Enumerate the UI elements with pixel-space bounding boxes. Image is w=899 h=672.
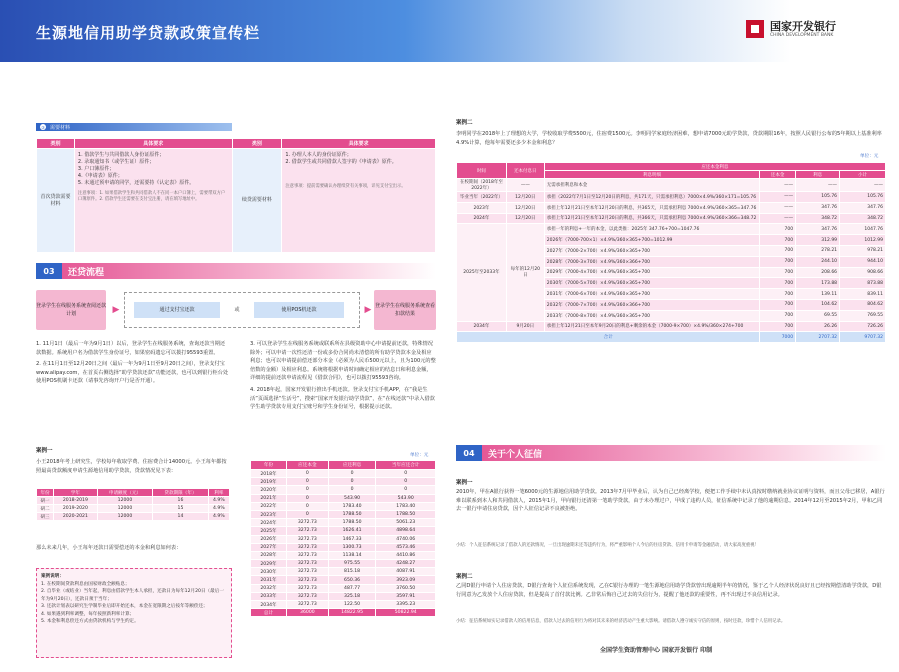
case1-unit: 单位：元 <box>410 453 429 458</box>
table-row: 在校期间（2018年至2022年） —— 无需承担利息和本金 —— —— —— <box>457 179 886 192</box>
renew-note: 注意事项：提前需要确认办理续贷有关事项，详见支付宝出示。 <box>285 184 406 189</box>
flow-opt-alipay: 通过支付宝还款 <box>134 302 220 318</box>
c1t-col-interest: 应还利息 <box>328 461 376 470</box>
table-row: 2034年 3272.73 122.50 3395.23 <box>251 601 436 609</box>
first-req-3: 3. 户口簿原件； <box>77 166 115 172</box>
materials-col-type2: 类别 <box>232 139 282 149</box>
table-row: 2030年 3272.73 815.18 4087.91 <box>251 568 436 576</box>
credit-case1-text: 2010年，甲在A银行获得一笔6000元的生源地信用助学贷款。2013年7月甲毕业后，认为自己已经离学校，便把工作手续中未认真按时缴纳就业协议证明与资料，而且父母已移居，A银行难以联系到本人和共同借款人，2015年1月，甲向银行还清第一笔助学贷款，由于未办理过户，甲成了违约人员，征信系统中记录了他的逾期信息。2014年12月至2015年2月，甲和乙同去一银行申请住房贷款，因个人征信记录不良被拒绝。 <box>456 489 885 513</box>
case2-title: 案例二 <box>456 120 473 126</box>
table-row: 2034年 9月20日 承担上年12月21日至本年9月20日的利息+剩余的本金（7000-9×700）×4.9%/360×274+700 700 26.26 726.26 <box>457 321 886 332</box>
flow-opt-pos: 使用POS机还款 <box>254 302 344 318</box>
renew-loan-reqs <box>282 149 436 253</box>
repay-title: 还贷流程 <box>68 267 105 278</box>
case2-text: 李明同学在2018年上了理想的大学，学校收取学费5500元，住宿费1500元。李明同学家庭经济困难，想申请7000元助学贷款，贷款期限16年，按照人民银行公布的5年期以上基准利率4.9%计算，他每年需要还多少本金和利息？ <box>456 131 882 146</box>
table-row: 2023年 12月20日 承担上年12月21日至本年12月20日的利息，共365天，只需承担利息 7000×4.9%/360×365=347.76 —— 347.76 347.76 <box>457 202 886 213</box>
case1-question: 那么未来几年，小王每年还款日需要偿还的本金和利息如何表： <box>36 545 182 551</box>
c1t-col-year: 年份 <box>251 461 287 470</box>
materials-title: 需要材料 <box>50 124 71 131</box>
note-3: 3. 还款计划表以研究生学制毕业后即开始还本，本金在宽限期之后按年等额偿还； <box>41 604 208 609</box>
repay-step4: 4. 2018年起，国家开发银行推出手机还款。登录支付宝手机APP，在“我是生活”页面选择“生活号”，搜索“国家开发银行助学贷款”，在“在线还款”中录入借款学生助学贷款专用支付宝账号和学生身份证号，根据提示还款。 <box>250 386 435 411</box>
renew-req-1: 1. 办理人本人的身份证原件； <box>285 152 352 158</box>
table-row: 2029年 3272.73 975.55 4248.27 <box>251 560 436 568</box>
table-row: 2030年（7000-5×700）×4.9%/360×365+700 700 173.88 873.88 <box>457 278 886 289</box>
repay-num: 03 <box>36 263 62 279</box>
table-row: 2025年至2033年 每年的12月20日 承担一年的利息+一年的本金，以此类推：2025年 347.76+700=1047.76 700 347.76 1047.76 <box>457 224 886 235</box>
c2-col-date: 还本付息日 <box>506 163 544 179</box>
c2-col-group: 应还本金利息 <box>544 163 885 171</box>
first-req-2: 2. 录取通知书（或学生证）原件； <box>77 159 155 165</box>
table-row: 2020年 0 0 0 <box>251 486 436 494</box>
table-row: 2031年（7000-6×700）×4.9%/360×365+700 700 139.11 839.11 <box>457 289 886 300</box>
table-row: 2024年 12月20日 承担上年12月21日至本年12月20日的利息，共366天，只需承担利息 7000×4.9%/360×366=348.72 —— 348.72 348.72 <box>457 213 886 224</box>
table-row: 2026年（7000-700×1）×4.9%/360×365+700=1012.99 700 312.99 1012.99 <box>457 235 886 246</box>
footer-credit: 全国学生资助管理中心 国家开发银行 印制 <box>600 647 713 654</box>
c2-col-detail: 利息明细 <box>544 171 759 179</box>
table-row: 2026年 3272.73 1467.33 4740.06 <box>251 535 436 543</box>
table-row: 2027年（7000-2×700）×4.9%/360×365+700 700 278.21 978.21 <box>457 245 886 256</box>
c1t-col-total: 当年应还合计 <box>376 461 436 470</box>
table-row: 2022年 0 1783.40 1783.40 <box>251 502 436 510</box>
case1-loan-table <box>36 488 230 521</box>
table-row: 2023年 0 1788.50 1788.50 <box>251 510 436 518</box>
c1-col-rate: 利率 <box>208 489 229 497</box>
bank-logo-icon <box>746 20 764 38</box>
table-row: 2019年 0 0 0 <box>251 478 436 486</box>
c1t-col-principal: 应还本金 <box>287 461 329 470</box>
case2-unit: 单位：元 <box>860 154 879 159</box>
repay-left-text <box>36 340 230 389</box>
table-row: 2028年 3272.73 1138.14 4410.86 <box>251 551 436 559</box>
materials-col-type1: 类别 <box>37 139 75 149</box>
repay-right-text <box>250 340 436 415</box>
materials-heading <box>36 123 232 131</box>
flow-or: 或 <box>234 307 240 313</box>
bank-logo <box>746 18 886 48</box>
table-row: 2028年（7000-3×700）×4.9%/360×366+700 700 244.10 944.10 <box>457 256 886 267</box>
credit-case2-tip: 小结：征信系统如实记录借款人的信用信息，借款人过去的信用行为将对其未来的经济活动产生重大影响。请借款人遵守诚实守信的原则，按时还款，珍惜个人信用记录。 <box>456 619 786 624</box>
table-row: 2029年（7000-4×700）×4.9%/360×365+700 700 208.66 908.66 <box>457 267 886 278</box>
bank-name-cn: 国家开发银行 <box>770 20 836 33</box>
table-row: 2025年 3272.73 1626.41 4898.64 <box>251 527 436 535</box>
table-row: 2033年（7000-8×700）×4.9%/360×365+700 700 69.55 769.55 <box>457 310 886 321</box>
repay-heading <box>36 263 436 279</box>
first-note: 注意事项：1. 如果借款学生和共同借款人不在同一本户口簿上，需要带双方户口簿原件。2. 借款学生还需要在支付宝注册，请在填写地址中。 <box>77 191 226 202</box>
credit-case1-title: 案例一 <box>456 480 473 486</box>
materials-table <box>36 138 436 253</box>
first-loan-type: 首次贷款需要材料 <box>37 149 75 253</box>
flow-right-box: 登录学生在线服务系统查看扣款结果 <box>374 290 436 330</box>
notes-title: 案例说明： <box>41 574 64 579</box>
repay-step2: 2. 在11月1日至12月20日之间（最后一年为9月1日至9月20日之间），登录支付宝www.alipay.com，在首页右侧选择“助学贷款还款”功能还款，也可以到银行柜台处使用POS机刷卡还款（请事先咨询开户行是否开通）。 <box>36 361 229 385</box>
credit-num: 04 <box>456 445 482 461</box>
table-row: 2024年 3272.73 1788.50 5061.23 <box>251 519 436 527</box>
table-row: 2032年（7000-7×700）×4.9%/360×366+700 700 104.62 804.62 <box>457 299 886 310</box>
first-loan-reqs <box>74 149 232 253</box>
flow-arrow-icon: ▶ <box>112 305 120 315</box>
table-row: 研二 2019-2020 12000 15 4.9% <box>37 505 230 513</box>
materials-col-req1: 具体要求 <box>74 139 232 149</box>
case1-notes <box>36 568 232 658</box>
materials-badge: ③ <box>41 124 45 130</box>
c2-col-time: 时间 <box>457 163 507 179</box>
renew-loan-type: 续贷需要材料 <box>232 149 282 253</box>
note-1: 1. 在校期间贷款利息由国家财政全额贴息； <box>41 581 130 587</box>
c2-col-interest: 利息 <box>796 171 840 179</box>
renew-req-2: 2. 借款学生或共同借款人签字的《申请表》原件。 <box>285 159 397 165</box>
table-row: 2027年 3272.73 1300.73 4573.46 <box>251 543 436 551</box>
table-row: 2031年 3272.73 650.36 3923.09 <box>251 576 436 584</box>
credit-case2-title: 案例二 <box>456 574 473 580</box>
table-row: 2021年 0 543.90 543.90 <box>251 494 436 502</box>
case1-text: 小王2018年考上研究生，学校每年收取学费、住宿费合计14000元。小王每年都按照最高贷款额度申请生源地信用助学贷款，贷款情况见下表： <box>36 459 227 474</box>
credit-case1-tip: 小结：个人征信系统记录了借款人的还款情况，一旦出现逾期未还等违约行为，将严重影响个人今后的住房贷款、信用卡申请等金融活动，请大家高度重视！ <box>456 543 759 548</box>
table-row: 毕业当年（2022年） 12月20日 承担（2022年7月1日至12月20日的利息，共171天，只需承担利息）7000×4.9%/360×171=105.76 —— 105.76 105.76 <box>457 192 886 203</box>
table-total-row: 合计 7000 2707.32 9707.32 <box>457 332 886 343</box>
table-row: 研三 2020-2021 12000 14 4.9% <box>37 513 230 521</box>
repay-step3: 3. 可以登录学生在线服务系统或联系所在县级资助中心申请提前还款，特殊情况除外；可以申请一次性还清一份或多份合同尚未清偿的所有助学贷款本金及相应利息；也可以申请提前偿还部分本金（必须为人民币500元以上，且为100元的整倍数的金额）及相应利息。系统将根据申请时间确定相应的结息日和利息金额，详细的提前还款申请流程见《借款合同》，也可以拨打95593咨询。 <box>250 341 436 382</box>
note-2: 2. 自毕业（或结业）当年起，利息由借款学生本人承担，还款日为每年12月20日（最后一年为9月20日），还款日须于当年； <box>41 589 224 602</box>
table-row: 2033年 3272.73 325.18 3597.91 <box>251 592 436 600</box>
c1-col-amount: 申请额度（元） <box>97 489 153 497</box>
c2-col-subtotal: 小计 <box>840 171 886 179</box>
c1-col-term: 学年 <box>54 489 98 497</box>
case2-repay-table <box>456 162 886 343</box>
repay-step1: 1. 11月1日（最后一年为9月1日）以后，登录学生在线服务系统，查询还款当期还款数据。系统用户名为借款学生身份证号，如果密码遗忘可以拨打95593重置。 <box>36 341 226 356</box>
table-total-row: 总计 36000 14822.95 50822.94 <box>251 609 436 617</box>
case1-title: 案例一 <box>36 448 53 454</box>
credit-heading <box>456 445 886 461</box>
credit-title: 关于个人征信 <box>488 449 543 460</box>
materials-col-req2: 具体要求 <box>282 139 436 149</box>
first-req-5: 5. 未通过预申请的同学，还需要持《认定表》原件。 <box>77 180 195 186</box>
note-4: 4. 如果遇到利率调整，每年按照新利率计算； <box>41 611 135 617</box>
table-row: 研一 2018-2019 12000 16 4.9% <box>37 497 230 505</box>
page-title: 生源地信用助学贷款政策宣传栏 <box>36 24 261 42</box>
bank-name-en: CHINA DEVELOPMENT BANK <box>770 33 834 38</box>
flow-left-box: 登录学生在线服务系统查阅还款计划 <box>36 290 106 330</box>
flow-arrow2-icon: ▶ <box>364 305 372 315</box>
note-5: 5. 本金和利息偿还方式由贷款机构与学生约定。 <box>41 619 139 624</box>
c1-col-year: 年份 <box>37 489 54 497</box>
credit-case2-text: 乙同D银行申请个人住房贷款，D银行查询个人征信系统发现，乙在C银行办理的一笔生源地信用助学贷款曾出现逾期半年的情况，鉴于乙个人经济状况良好且已经按期偿清助学贷款，D银行同意为乙发放个人住房贷款，但是提高了首付款比例。乙非常后悔自己过去的失信行为，提醒了他还款的重要性，再不出现过不良信用记录。 <box>456 583 882 598</box>
first-req-4: 4.《申请表》原件； <box>77 173 123 179</box>
table-row: 2032年 3272.73 487.77 3760.50 <box>251 584 436 592</box>
c2-col-principal: 还本金 <box>760 171 796 179</box>
c1-col-period: 贷款期限（年） <box>153 489 209 497</box>
first-req-1: 1. 借款学生与共同借款人身份证原件； <box>77 152 165 158</box>
table-row: 2018年 0 0 0 <box>251 470 436 478</box>
case1-repay-table <box>250 460 436 617</box>
